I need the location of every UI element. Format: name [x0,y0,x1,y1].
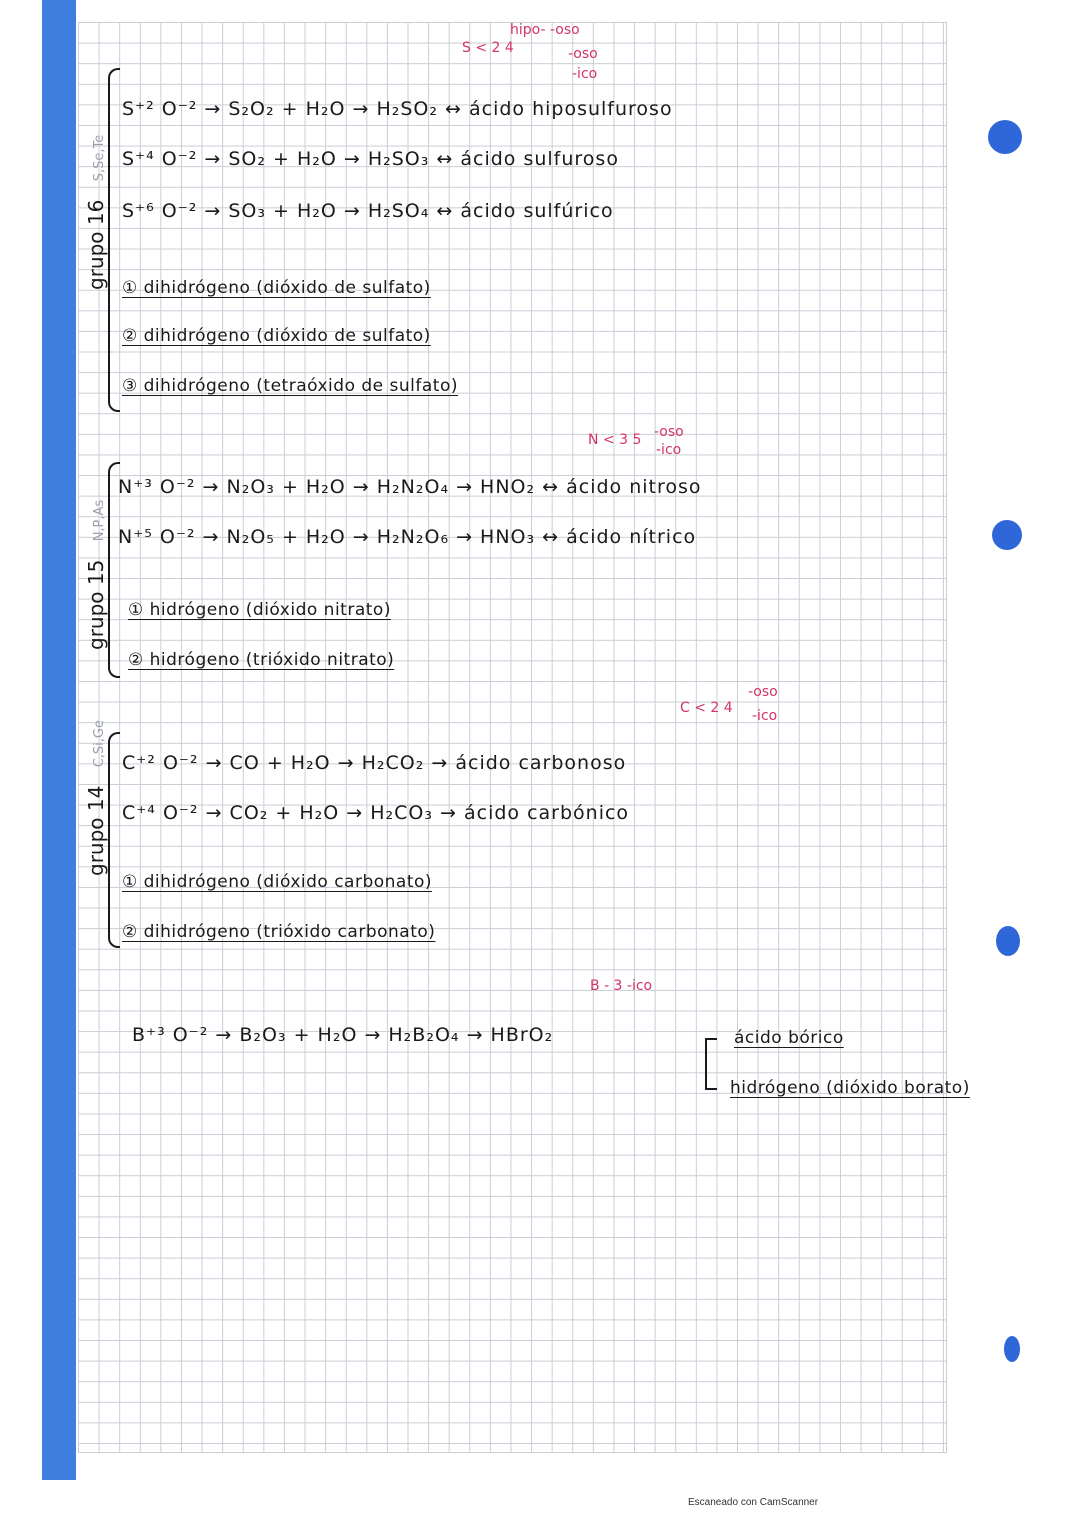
carbon-equation-1: C⁺² O⁻² → CO + H₂O → H₂CO₂ → ácido carbonoso [122,752,627,774]
binder-hole-4 [1004,1336,1020,1362]
carbon-valence-note: C < 2 4 [680,700,733,716]
sulfur-name-1: ① dihidrógeno (dióxido de sulfato) [122,278,431,298]
sulfur-oso-note: -oso [568,46,598,62]
sulfur-valence-note: S < 2 4 [462,40,514,56]
nitrogen-valence-note: N < 3 5 [588,432,642,448]
boron-result-1: ácido bórico [734,1028,844,1048]
boron-equation: B⁺³ O⁻² → B₂O₃ + H₂O → H₂B₂O₄ → HBrO₂ [132,1024,554,1046]
binder-strip [42,0,76,1480]
group-14-brace [108,732,120,948]
scanner-footer: Escaneado con CamScanner [688,1497,819,1508]
sulfur-ico-note: -ico [572,66,598,82]
sulfur-name-2: ② dihidrógeno (dióxido de sulfato) [122,326,431,346]
nitrogen-name-1: ① hidrógeno (dióxido nitrato) [128,600,391,620]
nitrogen-ico-note: -ico [656,442,682,458]
group-16-label [84,135,108,290]
sulfur-name-3: ③ dihidrógeno (tetraóxido de sulfato) [122,376,458,396]
carbon-name-1: ① dihidrógeno (dióxido carbonato) [122,872,433,892]
boron-result-bracket [705,1038,717,1090]
carbon-ico-note: -ico [752,708,778,724]
sulfur-equation-1: S⁺² O⁻² → S₂O₂ + H₂O → H₂SO₂ ↔ ácido hiposulfuroso [122,98,673,120]
group-14-label [84,720,108,876]
group-16-title: grupo 16 [84,199,108,290]
carbon-oso-note: -oso [748,684,778,700]
sulfur-hipo-note: hipo- -oso [510,22,580,38]
nitrogen-equation-2: N⁺⁵ O⁻² → N₂O₅ + H₂O → H₂N₂O₆ → HNO₃ ↔ ácido nítrico [118,526,697,548]
group-16-brace [108,68,120,412]
group-14-symbols: C,Si,Ge [92,720,107,768]
carbon-name-2: ② dihidrógeno (trióxido carbonato) [122,922,436,942]
group-15-title: grupo 15 [84,559,108,650]
binder-hole-3 [996,926,1020,956]
nitrogen-oso-note: -oso [654,424,684,440]
group-14-title: grupo 14 [84,785,108,876]
binder-hole-2 [992,520,1022,550]
nitrogen-name-2: ② hidrógeno (trióxido nitrato) [128,650,395,670]
nitrogen-equation-1: N⁺³ O⁻² → N₂O₃ + H₂O → H₂N₂O₄ → HNO₂ ↔ ácido nitroso [118,476,702,498]
carbon-equation-2: C⁺⁴ O⁻² → CO₂ + H₂O → H₂CO₃ → ácido carbónico [122,802,630,824]
boron-valence-note: B - 3 -ico [590,978,653,994]
grid-paper [78,22,947,1453]
sulfur-equation-2: S⁺⁴ O⁻² → SO₂ + H₂O → H₂SO₃ ↔ ácido sulfuroso [122,148,619,170]
group-15-label [84,500,108,650]
binder-hole-1 [988,120,1022,154]
group-16-symbols: S,Se,Te [92,134,107,182]
sulfur-equation-3: S⁺⁶ O⁻² → SO₃ + H₂O → H₂SO₄ ↔ ácido sulfúrico [122,200,614,222]
boron-result-2: hidrógeno (dióxido borato) [730,1078,970,1098]
group-15-symbols: N,P,As [92,499,107,542]
